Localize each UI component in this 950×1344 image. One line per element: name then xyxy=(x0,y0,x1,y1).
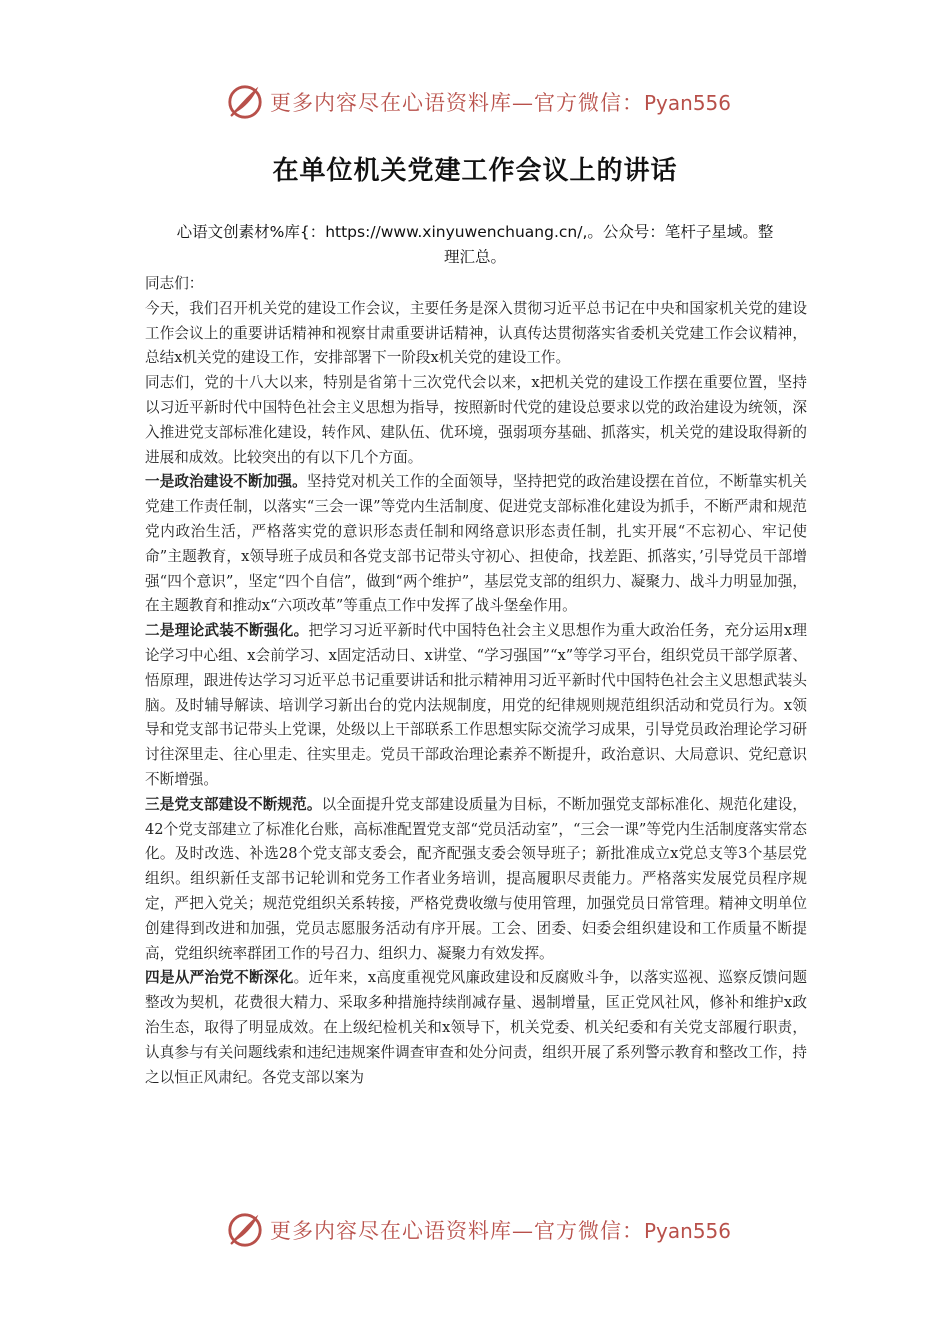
section-heading: 三是党支部建设不断规范。 xyxy=(145,795,322,813)
intro-paragraph-1: 今天，我们召开机关党的建设工作会议，主要任务是深入贯彻习近平总书记在中央和国家机关党的建设工作会议上的重要讲话精神和视察甘肃重要讲话精神，认真传达贯彻落实省委机关党建工作会议精神，总结x机关党的建设工作，安排部署下一阶段x机关党的建设工作。 xyxy=(145,299,807,367)
banner-wechat-id: Pyan556 xyxy=(644,91,732,115)
quill-logo-icon xyxy=(226,83,264,121)
source-note xyxy=(150,220,800,270)
section-paragraph-1 xyxy=(145,470,807,619)
document-body xyxy=(145,272,807,1090)
salutation: 同志们： xyxy=(145,275,204,292)
banner-text: 更多内容尽在心语资料库—官方微信：Pyan556 xyxy=(270,1219,732,1243)
header-banner xyxy=(226,80,732,124)
section-heading: 一是政治建设不断加强。 xyxy=(145,473,307,491)
source-line-2: 理汇总。 xyxy=(443,248,506,266)
section-heading: 二是理论武装不断强化。 xyxy=(145,622,309,640)
footer-banner xyxy=(226,1208,732,1252)
section-paragraph-2 xyxy=(145,619,807,793)
section-text: 以全面提升党支部建设质量为目标，不断加强党支部标准化、规范化建设，42个党支部建立了标准化台账，高标准配置党支部“党员活动室”，“三会一课”等党内生活制度落实常态化。及时改选、补选28个党支部支委会，配齐配强支委会领导班子；新批准成立x党总支等3个基层党组织。组织新任支部书记轮训和党务工作者业务培训，提高履职尽责能力。严格落实发展党员程序规定，严把入党关；规范党组织关系转接，严格党费收缴与使用管理，加强党员日常管理。精神文明单位创建得到改进和加强，党员志愿服务活动有序开展。工会、团委、妇委会组织建设和工作质量不断提高，党组织统率群团工作的号召力、组织力、凝聚力有效发挥。 xyxy=(145,795,807,962)
section-text: 坚持党对机关工作的全面领导，坚持把党的政治建设摆在首位，不断靠实机关党建工作责任制，以落实“三会一课”等党内生活制度、促进党支部标准化建设为抓手，不断严肃和规范党内政治生活，严格落实党的意识形态责任制和网络意识形态责任制，扎实开展“不忘初心、牢记使命”主题教育，x领导班子成员和各党支部书记带头守初心、担使命，找差距、抓落实，’引导党员干部增强“四个意识”，坚定“四个自信”，做到“两个维护”，基层党支部的组织力、凝聚力、战斗力明显加强，在主题教育和推动x“六项改革”等重点工作中发挥了战斗堡垒作用。 xyxy=(145,473,807,615)
banner-text: 更多内容尽在心语资料库—官方微信：Pyan556 xyxy=(270,91,732,115)
section-heading: 四是从严治党不断深化 xyxy=(145,969,294,987)
section-text: 把学习习近平新时代中国特色社会主义思想作为重大政治任务，充分运用x理论学习中心组、x会前学习、x固定活动日、x讲堂、“学习强国”“x”等学习平台，组织党员干部学原著、悟原理，跟进传达学习习近平总书记重要讲话和批示精神用习近平新时代中国特色社会主义思想武装头脑。及时辅导解读、培训学习新出台的党内法规制度，用党的纪律规则规范组织活动和党员行为。x领导和党支部书记带头上党课，处级以上干部联系工作思想实际交流学习成果，引导党员政治理论学习研讨往深里走、往心里走、往实里走。党员干部政治理论素养不断提升，政治意识、大局意识、党纪意识不断增强。 xyxy=(145,622,807,788)
document-title: 在单位机关党建工作会议上的讲话 xyxy=(272,156,678,186)
section-text: 。近年来，x高度重视党风廉政建设和反腐败斗争，以落实巡视、巡察反馈问题整改为契机，花费很大精力、采取多种措施持续削减存量、遏制增量，匡正党风社风，修补和维护x政治生态，取得了明显成效。在上级纪检机关和x领导下，机关党委、机关纪委和有关党支部履行职责，认真参与有关问题线索和违纪违规案件调查审查和处分问责，组织开展了系列警示教育和整改工作，持之以恒正风肃纪。各党支部以案为 xyxy=(145,969,807,1086)
intro-paragraph-2: 同志们，党的十八大以来，特别是省第十三次党代会以来，x把机关党的建设工作摆在重要位置，坚持以习近平新时代中国特色社会主义思想为指导，按照新时代党的建设总要求以党的政治建设为统领，深入推进党支部标准化建设，转作风、建队伍、优环境，强弱项夯基础、抓落实，机关党的建设取得新的进展和成效。比较突出的有以下几个方面。 xyxy=(145,374,807,466)
quill-logo-icon xyxy=(226,1211,264,1249)
banner-wechat-id: Pyan556 xyxy=(644,1219,732,1243)
section-paragraph-3 xyxy=(145,793,807,967)
section-paragraph-4 xyxy=(145,966,807,1090)
source-line-1: 心语文创素材%库{：https://www.xinyuwenchuang.cn/,。公众号：笔杆子星域。整 xyxy=(176,223,774,241)
